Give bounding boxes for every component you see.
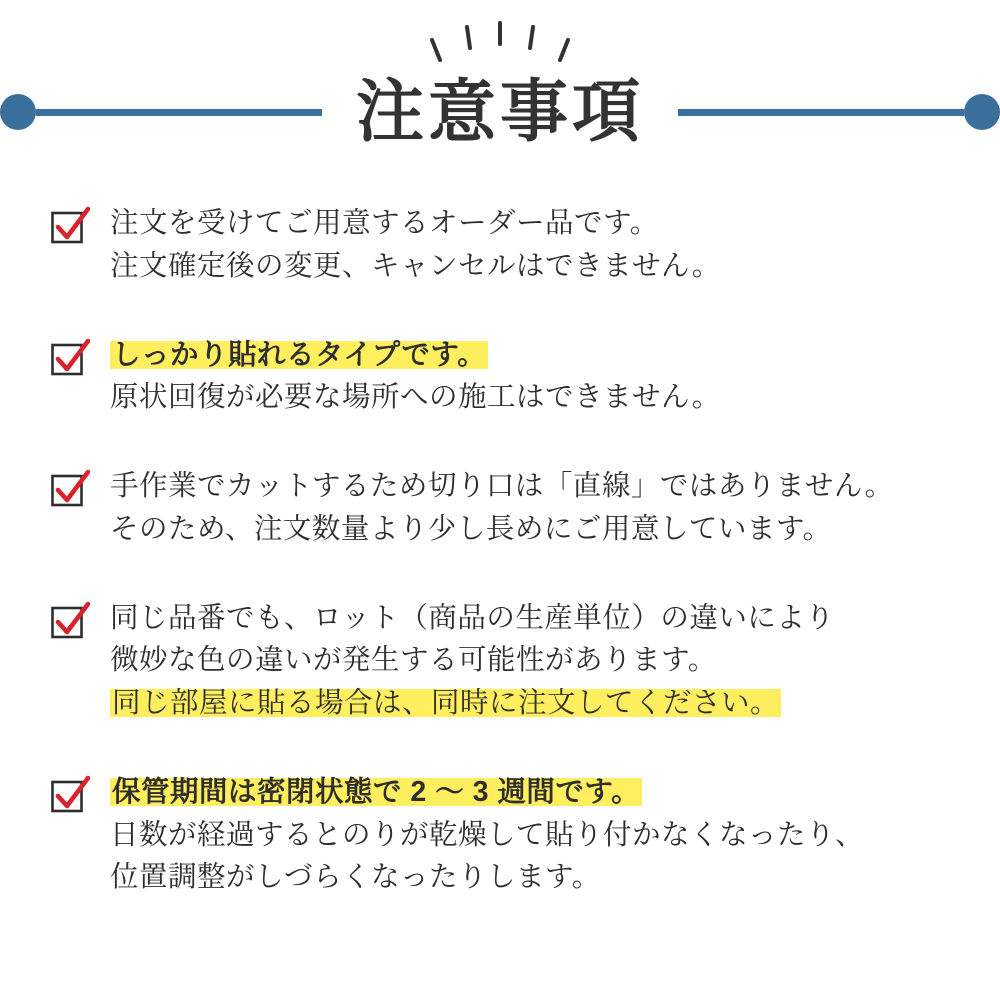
note-item xyxy=(0,465,1000,551)
note-text-block xyxy=(110,202,960,288)
bullet-dot-left xyxy=(0,94,36,130)
highlighted-text: 保管期間は密閉状態で 2 〜 3 週間です。 xyxy=(112,775,641,808)
note-item xyxy=(0,334,1000,420)
note-text-block xyxy=(110,334,960,420)
note-item xyxy=(0,597,1000,725)
checkbox-checked-icon xyxy=(50,338,90,378)
bullet-dot-right xyxy=(964,94,1000,130)
notes-list xyxy=(0,180,1000,899)
checkbox-checked-icon xyxy=(50,469,90,509)
note-line: 位置調整がしづらくなったりします。 xyxy=(110,861,601,894)
note-line: 同じ品番でも、ロット（商品の生産単位）の違いにより xyxy=(110,601,835,634)
note-text-block xyxy=(110,597,960,725)
note-line xyxy=(110,771,960,814)
page-header xyxy=(0,0,1000,180)
note-line xyxy=(110,334,960,377)
rule-left xyxy=(36,109,322,116)
note-text-block xyxy=(110,771,960,899)
note-line xyxy=(110,682,960,725)
note-line: 微妙な色の違いが発生する可能性があります。 xyxy=(110,644,717,677)
checkbox-checked-icon xyxy=(50,775,90,815)
note-line: 注文確定後の変更、キャンセルはできません。 xyxy=(110,249,721,282)
page-title: 注意事項 xyxy=(356,74,645,150)
note-line: 手作業でカットするため切り口は「直線」ではありません。 xyxy=(110,470,894,502)
rule-right xyxy=(678,109,964,116)
sparkle-icon xyxy=(0,18,1000,68)
checkbox-checked-icon xyxy=(50,206,90,246)
checkbox-checked-icon xyxy=(50,601,90,641)
note-item xyxy=(0,202,1000,288)
highlighted-text: 同じ部屋に貼る場合は、同時に注文してください。 xyxy=(112,687,780,719)
highlighted-text: しっかり貼れるタイプです。 xyxy=(112,338,487,371)
note-line: 日数が経過するとのりが乾燥して貼り付かなくなったり、 xyxy=(110,818,865,851)
note-line: 原状回復が必要な場所への施工はできません。 xyxy=(110,381,721,414)
note-item xyxy=(0,771,1000,899)
note-text-block xyxy=(110,465,960,551)
title-row xyxy=(0,72,1000,152)
note-line: そのため、注文数量より少し長めにご用意しています。 xyxy=(110,512,832,545)
note-line: 注文を受けてご用意するオーダー品です。 xyxy=(110,207,659,239)
